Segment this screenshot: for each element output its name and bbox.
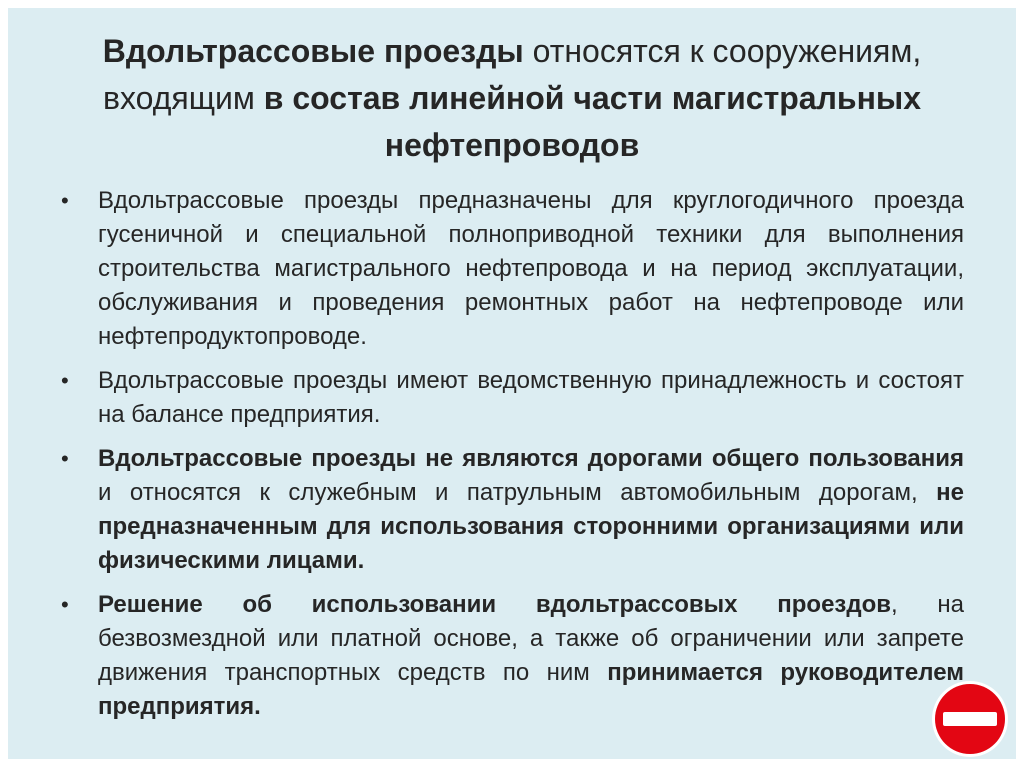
no-entry-sign-icon [930, 679, 1010, 759]
bullet-list [58, 184, 964, 734]
bullet-3-bold-end: не предназначенным для использования сторонними организациями или физическими лицами. [98, 479, 964, 574]
bullet-dot-icon: • [61, 368, 69, 393]
bullet-dot-icon: • [61, 446, 69, 471]
bullet-3-bold-start: Вдольтрассовые проезды не являются дорогами общего пользования [98, 445, 964, 472]
bullet-item-3 [58, 442, 964, 578]
bullet-item-2 [58, 364, 964, 432]
title-regular: относятся к сооружениям, входящим [102, 33, 922, 116]
title-bold-end: в состав линейной части магистральных нефтепроводов [263, 80, 922, 163]
bullet-4-regular: , на безвозмездной или платной основе, а также об ограничении или запрете движения транспортных средств по ним [98, 591, 965, 686]
bullet-4-bold-end: принимается руководителем предприятия. [98, 659, 964, 720]
bullet-2-text: Вдольтрассовые проезды имеют ведомственную принадлежность и состоят на балансе предприятия. [98, 367, 964, 428]
bullet-dot-icon: • [61, 188, 69, 213]
slide [8, 8, 1016, 759]
bullet-item-4 [58, 588, 964, 724]
bullet-1-text: Вдольтрассовые проезды предназначены для круглогодичного проезда гусеничной и специальной полноприводной техники для выполнения строительства магистрального нефтепровода и на период эксплуатации, обслуживания и проведения ремонтных работ на нефтепроводе или нефтепродуктопроводе. [98, 187, 964, 350]
bullet-4-bold-start: Решение об использовании вдольтрассовых проездов [98, 591, 891, 618]
bullet-item-1 [58, 184, 964, 354]
no-entry-sign-bar [943, 712, 997, 726]
bullet-3-regular: и относятся к служебным и патрульным автомобильным дорогам, [98, 479, 937, 506]
slide-title [38, 28, 986, 169]
bullet-dot-icon: • [61, 592, 69, 617]
title-bold-start: Вдольтрассовые проезды [102, 33, 524, 69]
